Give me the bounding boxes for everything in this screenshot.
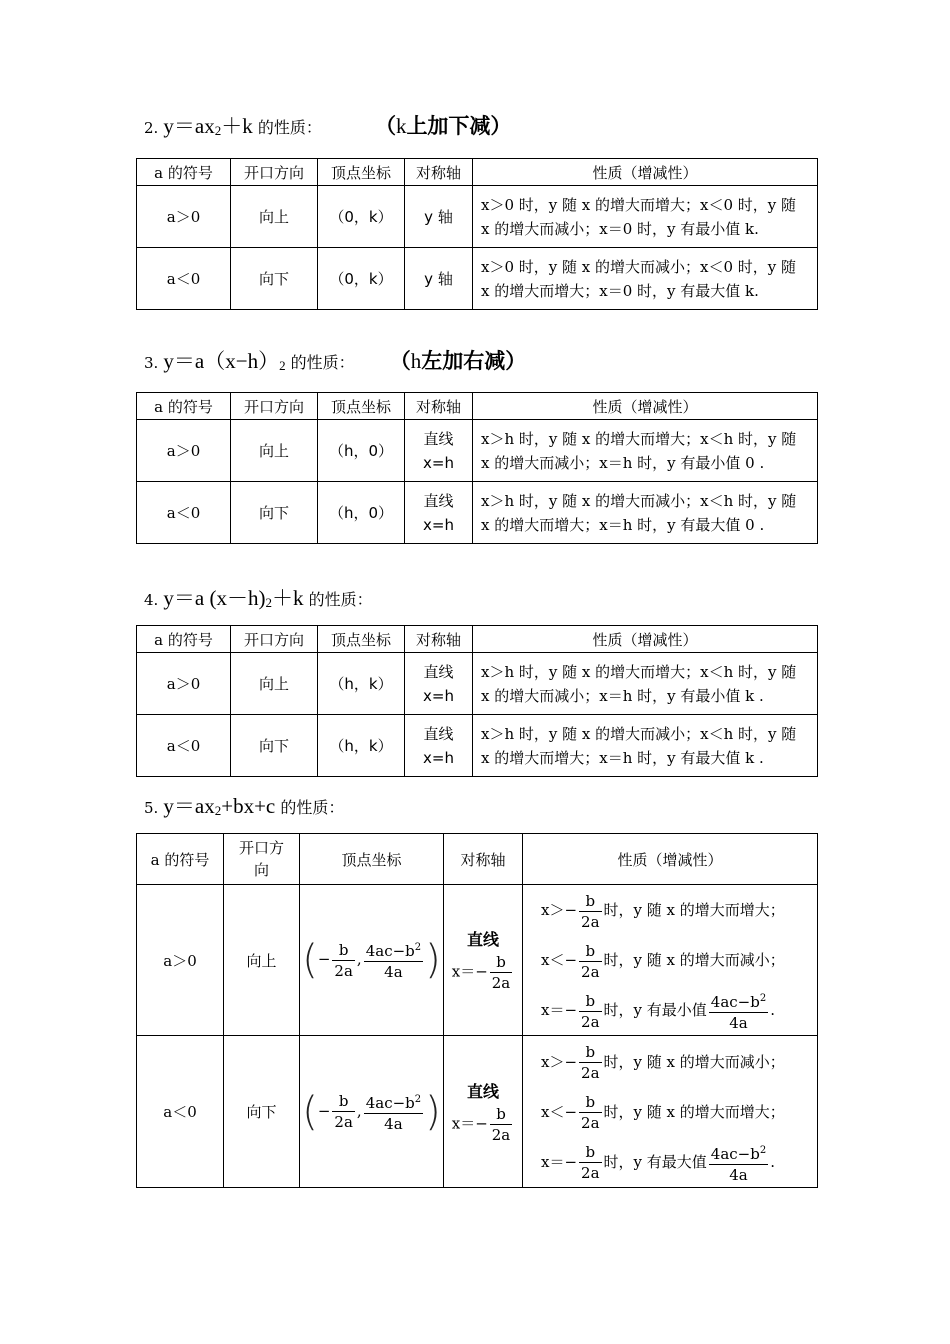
axis-cell: 直线 x=h (405, 420, 473, 482)
sign-cell: a＜0 (137, 248, 231, 310)
direction-cell: 向上 (224, 885, 300, 1036)
vertex-cell: （h，0） (318, 420, 405, 482)
hint-text: （k上加下减） (374, 114, 512, 138)
left-paren: ( (302, 937, 318, 983)
property-cell (523, 885, 818, 1036)
property-line: x＞− $\frac{b}{2a}$ 时，y 随 x 的增大而增大； (541, 891, 785, 931)
axis-cell: 直线 x＝− $\frac{b}{2a}$ (444, 885, 523, 1036)
axis-cell: y 轴 (405, 248, 473, 310)
fraction-4ac-b2-over-4a: $\frac{4ac-b^2}{4a}$ (364, 1090, 423, 1134)
property-cell (523, 1036, 818, 1188)
direction-cell: 向下 (224, 1036, 300, 1188)
header-direction: 开口方向 (231, 159, 318, 186)
header-property: 性质（增减性） (473, 393, 818, 420)
header-axis: 对称轴 (405, 626, 473, 653)
header-sign: a 的符号 (137, 393, 231, 420)
property-line: x＝− $\frac{b}{2a}$ 时，y 有最小值 $\frac{4ac-b^2}{4a}$ . (541, 985, 817, 1035)
section-number: 4. (144, 591, 159, 609)
vertex-cell: (− $\frac{b}{2a}$ , $\frac{4ac-b^2}{4a}$ ) (300, 1036, 444, 1188)
table-row (137, 186, 818, 248)
direction-cell: 向上 (231, 653, 318, 715)
section-2-table (136, 158, 818, 310)
sign-cell: a＞0 (137, 420, 231, 482)
property-cell: x＞h 时，y 随 x 的增大而减小；x＜h 时，y 随 x 的增大而增大；x＝h 时，y 有最大值 0 . (473, 482, 818, 544)
formula: $y=ax^2+k$ (163, 114, 253, 138)
header-property: 性质（增减性） (523, 834, 818, 885)
header-direction: 开口方向 (231, 626, 318, 653)
title-suffix: 的性质： (308, 590, 373, 609)
section-3-table (136, 392, 818, 544)
section-5-heading (144, 790, 344, 820)
right-paren: ) (425, 937, 441, 983)
header-vertex: 顶点坐标 (318, 393, 405, 420)
section-number: 3. (144, 354, 159, 372)
direction-cell: 向下 (231, 248, 318, 310)
hint-text: （h左加右减） (389, 349, 527, 373)
vertex-cell: （0，k） (318, 248, 405, 310)
vertex-cell: （h，k） (318, 715, 405, 777)
header-sign: a 的符号 (137, 626, 231, 653)
section-3-heading (144, 345, 526, 375)
header-vertex: 顶点坐标 (318, 626, 405, 653)
direction-cell: 向上 (231, 420, 318, 482)
header-vertex: 顶点坐标 (318, 159, 405, 186)
direction-cell: 向上 (231, 186, 318, 248)
right-paren: ) (425, 1088, 441, 1135)
sign-cell: a＜0 (137, 482, 231, 544)
table-row (137, 715, 818, 777)
header-axis: 对称轴 (405, 393, 473, 420)
title-suffix: 的性质： (257, 118, 322, 137)
property-line: x＜− $\frac{b}{2a}$ 时，y 随 x 的增大而减小； (541, 941, 785, 981)
axis-cell: 直线 x=h (405, 653, 473, 715)
header-direction: 开口方向 (231, 393, 318, 420)
header-property: 性质（增减性） (473, 626, 818, 653)
sign-cell: a＞0 (137, 653, 231, 715)
formula: $y=a(x-h)^2$ (163, 349, 286, 373)
header-sign: a 的符号 (137, 834, 224, 885)
axis-cell: 直线 x＝− $\frac{b}{2a}$ (444, 1036, 523, 1188)
direction-cell: 向下 (231, 715, 318, 777)
table-row (137, 420, 818, 482)
formula: y＝a $(x-h)^2+k$ (163, 586, 304, 610)
vertex-cell: （h，k） (318, 653, 405, 715)
header-axis: 对称轴 (444, 834, 523, 885)
sign-cell: a＞0 (137, 885, 224, 1036)
property-cell: x＞0 时，y 随 x 的增大而增大；x＜0 时，y 随 x 的增大而减小；x＝0 时，y 有最小值 k. (473, 186, 818, 248)
section-2-heading (144, 110, 511, 140)
sign-cell: a＞0 (137, 186, 231, 248)
vertex-cell: （0，k） (318, 186, 405, 248)
property-line: x＝− $\frac{b}{2a}$ 时，y 有最大值 $\frac{4ac-b^2}{4a}$ . (541, 1137, 817, 1187)
header-axis: 对称轴 (405, 159, 473, 186)
axis-cell: 直线 x=h (405, 482, 473, 544)
fraction-b-over-2a: $\frac{b}{2a}$ (334, 1092, 353, 1131)
header-direction: 开口方向 (224, 834, 300, 885)
property-line: x＜− $\frac{b}{2a}$ 时，y 随 x 的增大而增大； (541, 1093, 785, 1132)
table-row (137, 1036, 818, 1188)
table-row (137, 653, 818, 715)
direction-cell: 向下 (231, 482, 318, 544)
title-suffix: 的性质： (290, 353, 355, 372)
formula: $y=ax^2+bx+c$ (163, 794, 276, 818)
header-vertex: 顶点坐标 (300, 834, 444, 885)
property-cell: x＞h 时，y 随 x 的增大而增大；x＜h 时，y 随 x 的增大而减小；x＝h 时，y 有最小值 k . (473, 653, 818, 715)
header-sign: a 的符号 (137, 159, 231, 186)
property-cell: x＞h 时，y 随 x 的增大而增大；x＜h 时，y 随 x 的增大而减小；x＝h 时，y 有最小值 0 . (473, 420, 818, 482)
table-row (137, 885, 818, 1036)
fraction-b-over-2a: $\frac{b}{2a}$ (334, 940, 353, 980)
section-5-table (136, 833, 818, 1188)
vertex-cell: （h，0） (318, 482, 405, 544)
section-number: 5. (144, 799, 159, 817)
axis-cell: y 轴 (405, 186, 473, 248)
section-4-table (136, 625, 818, 777)
section-number: 2. (144, 119, 159, 137)
property-line: x＞− $\frac{b}{2a}$ 时，y 随 x 的增大而减小； (541, 1043, 785, 1082)
fraction-4ac-b2-over-4a: $\frac{4ac-b^2}{4a}$ (364, 938, 423, 982)
table-row (137, 248, 818, 310)
title-suffix: 的性质： (280, 798, 345, 817)
section-4-heading (144, 582, 373, 612)
sign-cell: a＜0 (137, 1036, 224, 1188)
vertex-cell: (− $\frac{b}{2a}$ , $\frac{4ac-b^2}{4a}$ ) (300, 885, 444, 1036)
axis-cell: 直线 x=h (405, 715, 473, 777)
property-cell: x＞0 时，y 随 x 的增大而减小；x＜0 时，y 随 x 的增大而增大；x＝0 时，y 有最大值 k. (473, 248, 818, 310)
property-cell: x＞h 时，y 随 x 的增大而减小；x＜h 时，y 随 x 的增大而增大；x＝h 时，y 有最大值 k . (473, 715, 818, 777)
header-property: 性质（增减性） (473, 159, 818, 186)
table-row (137, 482, 818, 544)
left-paren: ( (302, 1088, 318, 1135)
sign-cell: a＜0 (137, 715, 231, 777)
